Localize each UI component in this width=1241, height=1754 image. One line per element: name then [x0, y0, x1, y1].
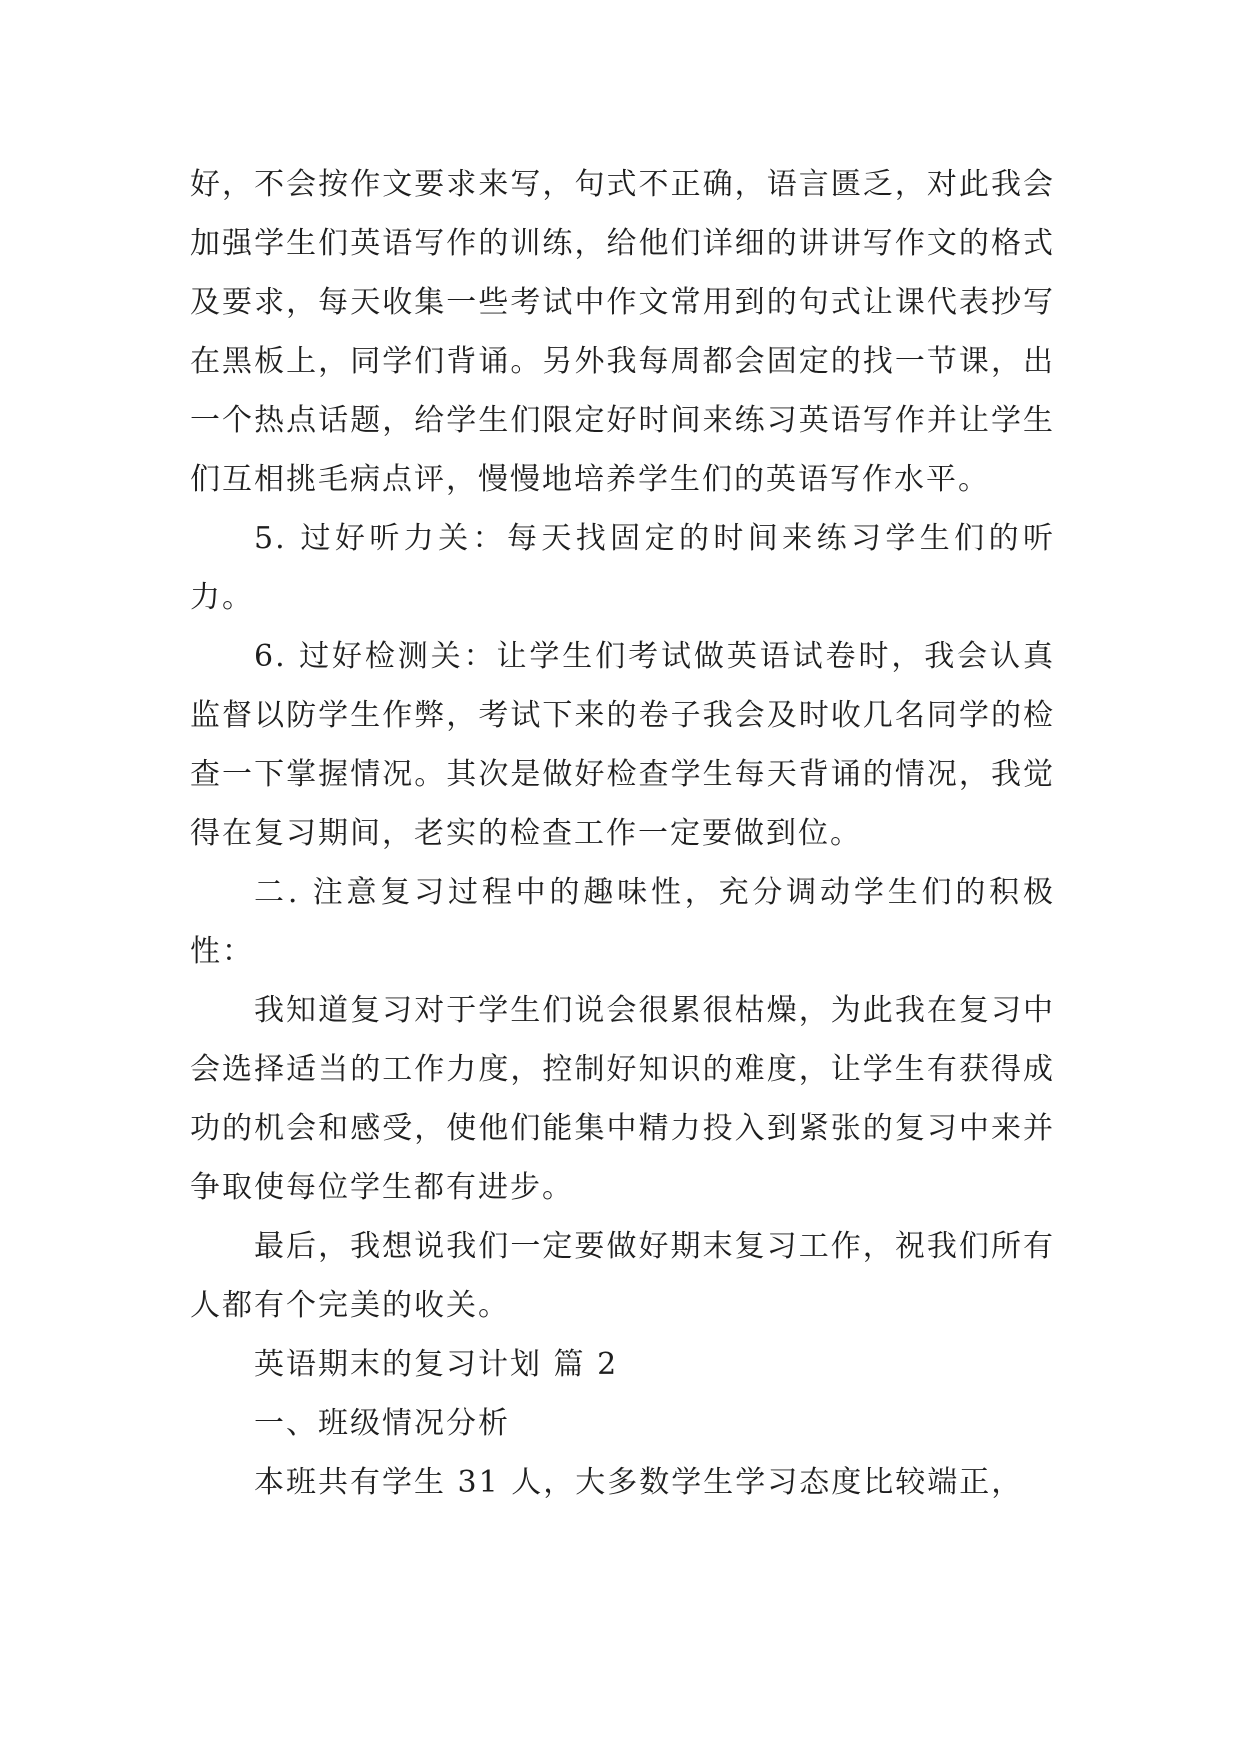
section-heading-interest: 二. 注意复习过程中的趣味性，充分调动学生们的积极性：	[190, 875, 1055, 969]
paragraph-conclusion: 最后，我想说我们一定要做好期末复习工作，祝我们所有人都有个完美的收关。	[190, 1229, 1055, 1323]
document-body	[190, 155, 1055, 1512]
paragraph-review-approach: 我知道复习对于学生们说会很累很枯燥，为此我在复习中会选择适当的工作力度，控制好知识的难度，让学生有获得成功的机会和感受，使他们能集中精力投入到紧张的复习中来并争取使每位学生都有进步。	[190, 993, 1055, 1205]
paragraph-class-size: 本班共有学生 31 人，大多数学生学习态度比较端正，	[254, 1465, 1024, 1500]
section-heading-class-analysis: 一、班级情况分析	[254, 1406, 510, 1441]
paragraph-testing: 6. 过好检测关：让学生们考试做英语试卷时，我会认真监督以防学生作弊，考试下来的卷子我会及时收几名同学的检查一下掌握情况。其次是做好检查学生每天背诵的情况，我觉得在复习期间，老实的检查工作一定要做到位。	[190, 639, 1055, 851]
section-title-plan-2: 英语期末的复习计划 篇 2	[254, 1347, 619, 1382]
paragraph-listening: 5. 过好听力关：每天找固定的时间来练习学生们的听力。	[190, 521, 1055, 615]
paragraph-writing-practice: 好，不会按作文要求来写，句式不正确，语言匮乏，对此我会加强学生们英语写作的训练，给他们详细的讲讲写作文的格式及要求，每天收集一些考试中作文常用到的句式让课代表抄写在黑板上，同学们背诵。另外我每周都会固定的找一节课，出一个热点话题，给学生们限定好时间来练习英语写作并让学生们互相挑毛病点评，慢慢地培养学生们的英语写作水平。	[190, 167, 1055, 497]
